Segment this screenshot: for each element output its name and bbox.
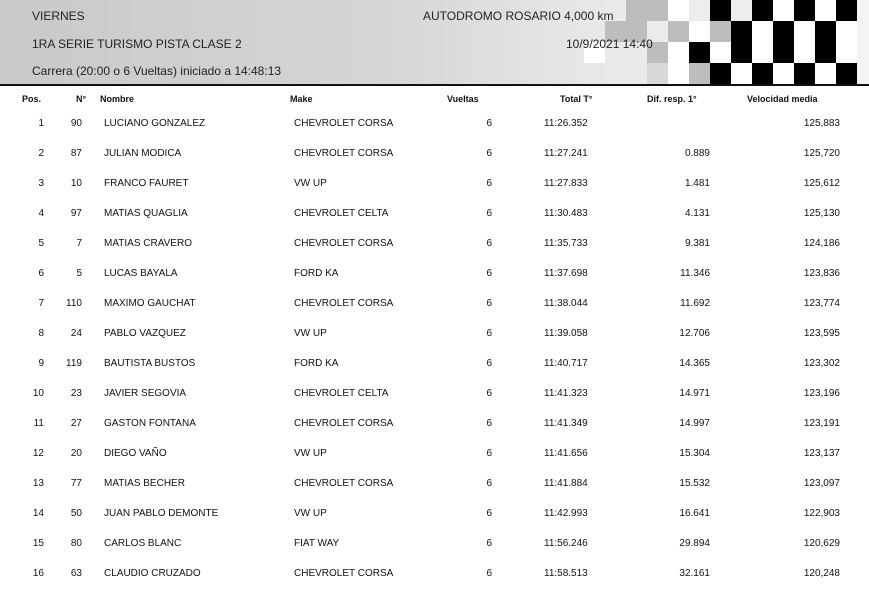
cell-total: 11:26.352 bbox=[544, 118, 588, 129]
cell-num: 50 bbox=[70, 508, 82, 519]
cell-total: 11:30.483 bbox=[544, 208, 588, 219]
table-row bbox=[0, 448, 869, 478]
cell-total: 11:56.246 bbox=[544, 538, 588, 549]
cell-diff: 14.365 bbox=[679, 358, 710, 369]
cell-pos: 1 bbox=[38, 118, 44, 129]
cell-total: 11:42.993 bbox=[544, 508, 588, 519]
cell-name: MATIAS CRAVERO bbox=[104, 238, 192, 249]
cell-name: LUCAS BAYALA bbox=[104, 268, 178, 279]
cell-diff: 1.481 bbox=[684, 178, 710, 189]
cell-make: CHEVROLET CORSA bbox=[294, 118, 394, 129]
cell-speed: 124,186 bbox=[803, 238, 840, 249]
header-divider bbox=[0, 84, 869, 86]
cell-pos: 16 bbox=[32, 568, 44, 579]
day-label: VIERNES bbox=[32, 9, 85, 23]
checker-square bbox=[731, 63, 752, 84]
cell-name: CARLOS BLANC bbox=[104, 538, 182, 549]
cell-speed: 120,629 bbox=[803, 538, 840, 549]
col-num: N° bbox=[76, 94, 87, 104]
cell-num: 97 bbox=[70, 208, 82, 219]
col-pos: Pos. bbox=[22, 94, 42, 104]
table-row bbox=[0, 418, 869, 448]
checker-square bbox=[710, 63, 731, 84]
cell-laps: 6 bbox=[486, 358, 492, 369]
cell-name: JUAN PABLO DEMONTE bbox=[104, 508, 219, 519]
cell-pos: 6 bbox=[38, 268, 44, 279]
cell-num: 87 bbox=[70, 148, 82, 159]
cell-make: VW UP bbox=[294, 328, 327, 339]
cell-pos: 15 bbox=[32, 538, 44, 549]
cell-make: CHEVROLET CORSA bbox=[294, 478, 394, 489]
cell-name: PABLO VAZQUEZ bbox=[104, 328, 186, 339]
checker-square bbox=[710, 21, 731, 42]
cell-diff: 16.641 bbox=[679, 508, 710, 519]
cell-total: 11:41.884 bbox=[544, 478, 588, 489]
checker-square bbox=[710, 0, 731, 21]
checker-square bbox=[773, 63, 794, 84]
cell-make: VW UP bbox=[294, 178, 327, 189]
cell-diff: 4.131 bbox=[684, 208, 710, 219]
cell-speed: 125,720 bbox=[803, 148, 840, 159]
table-row bbox=[0, 508, 869, 538]
cell-laps: 6 bbox=[486, 478, 492, 489]
checker-square bbox=[773, 21, 794, 42]
cell-total: 11:41.349 bbox=[544, 418, 588, 429]
cell-make: CHEVROLET CORSA bbox=[294, 148, 394, 159]
cell-total: 11:41.656 bbox=[544, 448, 588, 459]
cell-diff: 15.532 bbox=[679, 478, 710, 489]
cell-name: JAVIER SEGOVIA bbox=[104, 388, 187, 399]
series-title: 1RA SERIE TURISMO PISTA CLASE 2 bbox=[32, 37, 242, 51]
cell-laps: 6 bbox=[486, 178, 492, 189]
cell-laps: 6 bbox=[486, 328, 492, 339]
cell-num: 77 bbox=[70, 478, 82, 489]
cell-name: LUCIANO GONZALEZ bbox=[104, 118, 206, 129]
cell-speed: 123,196 bbox=[803, 388, 840, 399]
cell-speed: 123,302 bbox=[803, 358, 840, 369]
cell-name: MAXIMO GAUCHAT bbox=[104, 298, 196, 309]
table-row bbox=[0, 538, 869, 568]
checker-square bbox=[689, 42, 710, 63]
checker-square bbox=[794, 0, 815, 21]
cell-laps: 6 bbox=[486, 238, 492, 249]
cell-total: 11:35.733 bbox=[544, 238, 588, 249]
circuit-label: AUTODROMO ROSARIO 4,000 km bbox=[423, 9, 614, 23]
cell-num: 24 bbox=[70, 328, 82, 339]
cell-num: 27 bbox=[70, 418, 82, 429]
cell-laps: 6 bbox=[486, 538, 492, 549]
cell-pos: 14 bbox=[32, 508, 44, 519]
table-row bbox=[0, 298, 869, 328]
cell-make: CHEVROLET CORSA bbox=[294, 568, 394, 579]
checker-square bbox=[815, 0, 836, 21]
col-diff: Dif. resp. 1° bbox=[647, 94, 697, 104]
table-row bbox=[0, 178, 869, 208]
cell-diff: 29.894 bbox=[679, 538, 710, 549]
date-time: 10/9/2021 14:40 bbox=[566, 37, 653, 51]
cell-make: FORD KA bbox=[294, 358, 339, 369]
cell-pos: 2 bbox=[38, 148, 44, 159]
cell-diff: 14.971 bbox=[679, 388, 710, 399]
checker-square bbox=[668, 63, 689, 84]
cell-speed: 123,595 bbox=[803, 328, 840, 339]
cell-pos: 13 bbox=[32, 478, 44, 489]
cell-num: 80 bbox=[70, 538, 82, 549]
checker-square bbox=[773, 42, 794, 63]
cell-laps: 6 bbox=[486, 298, 492, 309]
checker-square bbox=[836, 21, 857, 42]
checker-square bbox=[794, 42, 815, 63]
cell-diff: 0.889 bbox=[684, 148, 710, 159]
cell-num: 63 bbox=[70, 568, 82, 579]
cell-pos: 10 bbox=[32, 388, 44, 399]
col-total: Total T° bbox=[560, 94, 593, 104]
cell-make: CHEVROLET CORSA bbox=[294, 418, 394, 429]
cell-num: 110 bbox=[66, 298, 82, 309]
cell-diff: 9.381 bbox=[684, 238, 710, 249]
checker-square bbox=[731, 21, 752, 42]
cell-diff: 15.304 bbox=[679, 448, 710, 459]
table-row bbox=[0, 208, 869, 238]
checker-square bbox=[773, 0, 794, 21]
cell-num: 90 bbox=[70, 118, 82, 129]
cell-pos: 5 bbox=[38, 238, 44, 249]
checker-square bbox=[752, 63, 773, 84]
table-row bbox=[0, 148, 869, 178]
cell-num: 5 bbox=[76, 268, 82, 279]
cell-laps: 6 bbox=[486, 418, 492, 429]
cell-speed: 123,191 bbox=[803, 418, 840, 429]
cell-total: 11:27.241 bbox=[544, 148, 588, 159]
checker-square bbox=[836, 63, 857, 84]
col-make: Make bbox=[290, 94, 313, 104]
cell-speed: 123,097 bbox=[803, 478, 840, 489]
cell-total: 11:41.323 bbox=[544, 388, 588, 399]
cell-speed: 122,903 bbox=[803, 508, 840, 519]
cell-pos: 12 bbox=[32, 448, 44, 459]
cell-speed: 123,774 bbox=[803, 298, 840, 309]
checker-square bbox=[752, 0, 773, 21]
col-laps: Vueltas bbox=[447, 94, 479, 104]
cell-make: CHEVROLET CELTA bbox=[294, 208, 389, 219]
cell-make: VW UP bbox=[294, 508, 327, 519]
col-speed: Velocidad media bbox=[747, 94, 818, 104]
cell-speed: 123,836 bbox=[803, 268, 840, 279]
col-name: Nombre bbox=[100, 94, 135, 104]
table-row bbox=[0, 238, 869, 268]
cell-laps: 6 bbox=[486, 148, 492, 159]
cell-total: 11:27.833 bbox=[544, 178, 588, 189]
checker-square bbox=[689, 63, 710, 84]
cell-laps: 6 bbox=[486, 568, 492, 579]
cell-total: 11:58.513 bbox=[544, 568, 588, 579]
cell-pos: 3 bbox=[38, 178, 44, 189]
cell-diff: 14.997 bbox=[679, 418, 710, 429]
checker-square bbox=[752, 21, 773, 42]
cell-name: FRANCO FAURET bbox=[104, 178, 189, 189]
cell-total: 11:37.698 bbox=[544, 268, 588, 279]
checker-square bbox=[794, 63, 815, 84]
table-row bbox=[0, 118, 869, 148]
cell-pos: 9 bbox=[38, 358, 44, 369]
cell-name: BAUTISTA BUSTOS bbox=[104, 358, 196, 369]
checker-square bbox=[815, 21, 836, 42]
cell-pos: 4 bbox=[38, 208, 44, 219]
cell-diff: 11.692 bbox=[680, 298, 710, 309]
checker-square bbox=[689, 21, 710, 42]
cell-make: VW UP bbox=[294, 448, 327, 459]
cell-total: 11:40.717 bbox=[544, 358, 588, 369]
cell-laps: 6 bbox=[486, 118, 492, 129]
cell-num: 7 bbox=[76, 238, 82, 249]
checker-square bbox=[815, 42, 836, 63]
cell-name: GASTON FONTANA bbox=[104, 418, 196, 429]
cell-num: 10 bbox=[70, 178, 82, 189]
cell-laps: 6 bbox=[486, 388, 492, 399]
checker-square bbox=[815, 63, 836, 84]
cell-name: MATIAS BECHER bbox=[104, 478, 185, 489]
checker-square bbox=[668, 0, 689, 21]
cell-diff: 12.706 bbox=[679, 328, 710, 339]
checker-square bbox=[731, 42, 752, 63]
cell-make: FIAT WAY bbox=[294, 538, 340, 549]
table-row bbox=[0, 388, 869, 418]
checker-square bbox=[836, 42, 857, 63]
cell-diff: 11.346 bbox=[680, 268, 710, 279]
cell-speed: 120,248 bbox=[803, 568, 840, 579]
cell-laps: 6 bbox=[486, 508, 492, 519]
cell-num: 23 bbox=[70, 388, 82, 399]
checker-square bbox=[836, 0, 857, 21]
checker-square bbox=[752, 42, 773, 63]
checker-square bbox=[647, 0, 668, 21]
race-info: Carrera (20:00 o 6 Vueltas) iniciado a 14:48:13 bbox=[32, 64, 282, 78]
cell-name: JULIAN MODICA bbox=[104, 148, 182, 159]
cell-num: 119 bbox=[66, 358, 82, 369]
cell-pos: 11 bbox=[33, 418, 44, 429]
checker-square bbox=[668, 42, 689, 63]
cell-make: CHEVROLET CORSA bbox=[294, 238, 394, 249]
checker-square bbox=[794, 21, 815, 42]
cell-make: CHEVROLET CORSA bbox=[294, 298, 394, 309]
checker-square bbox=[710, 42, 731, 63]
cell-pos: 8 bbox=[38, 328, 44, 339]
checker-square bbox=[668, 21, 689, 42]
cell-speed: 125,883 bbox=[803, 118, 840, 129]
cell-pos: 7 bbox=[38, 298, 44, 309]
cell-make: FORD KA bbox=[294, 268, 339, 279]
checker-square bbox=[626, 0, 647, 21]
table-row bbox=[0, 478, 869, 508]
cell-speed: 123,137 bbox=[803, 448, 840, 459]
cell-speed: 125,612 bbox=[803, 178, 840, 189]
table-row bbox=[0, 268, 869, 298]
cell-total: 11:38.044 bbox=[544, 298, 588, 309]
cell-make: CHEVROLET CELTA bbox=[294, 388, 389, 399]
table-row bbox=[0, 358, 869, 388]
cell-diff: 32.161 bbox=[679, 568, 710, 579]
table-row bbox=[0, 328, 869, 358]
cell-laps: 6 bbox=[486, 208, 492, 219]
cell-name: CLAUDIO CRUZADO bbox=[104, 568, 201, 579]
cell-laps: 6 bbox=[486, 448, 492, 459]
cell-total: 11:39.058 bbox=[544, 328, 588, 339]
cell-speed: 125,130 bbox=[803, 208, 840, 219]
checker-square bbox=[647, 63, 668, 84]
table-row bbox=[0, 568, 869, 598]
cell-name: DIEGO VAÑO bbox=[104, 448, 167, 459]
cell-laps: 6 bbox=[486, 268, 492, 279]
cell-name: MATIAS QUAGLIA bbox=[104, 208, 188, 219]
results-header bbox=[0, 0, 869, 84]
cell-num: 20 bbox=[70, 448, 82, 459]
